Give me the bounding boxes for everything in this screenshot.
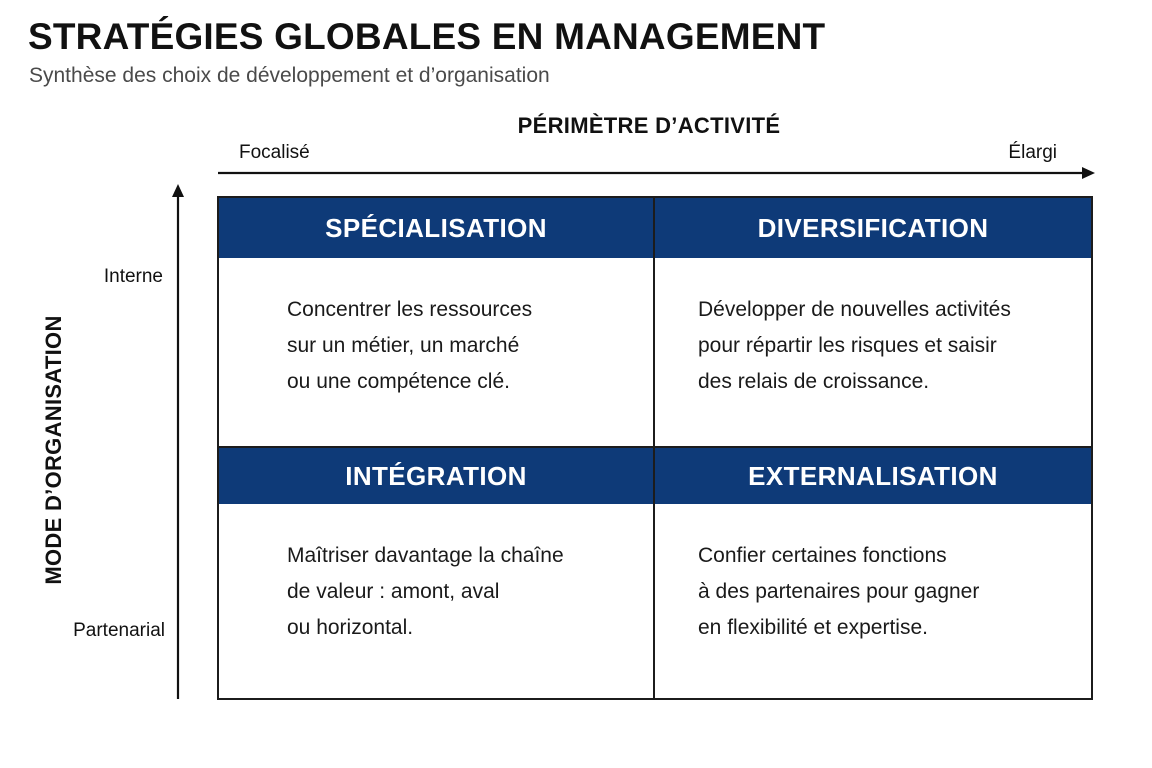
y-axis-bottom-label: Partenarial — [73, 620, 165, 641]
y-axis-title: MODE D’ORGANISATION — [41, 315, 66, 585]
quadrant-title: EXTERNALISATION — [655, 448, 1091, 504]
quadrant-externalisation — [655, 448, 1091, 698]
description-line: pour répartir les risques et saisir — [698, 334, 997, 357]
quadrant-description — [219, 258, 653, 446]
description-line: Développer de nouvelles activités — [698, 298, 1011, 321]
description-line: à des partenaires pour gagner — [698, 580, 980, 603]
quadrant-specialisation — [219, 198, 655, 448]
quadrant-title: SPÉCIALISATION — [219, 198, 653, 258]
description-line: Concentrer les ressources — [287, 298, 533, 321]
page-title: STRATÉGIES GLOBALES EN MANAGEMENT — [28, 16, 826, 57]
description-line: en flexibilité et expertise. — [698, 616, 928, 639]
quadrant-title: INTÉGRATION — [219, 448, 653, 504]
quadrant-diversification — [655, 198, 1091, 448]
quadrant-description — [655, 504, 1091, 698]
quadrant-integration — [219, 448, 655, 698]
description-line: de valeur : amont, aval — [287, 580, 500, 603]
description-line: ou horizontal. — [287, 616, 414, 639]
y-axis-arrow — [172, 184, 184, 699]
description-line: Maîtriser davantage la chaîne — [287, 544, 564, 567]
description-line: ou une compétence clé. — [287, 370, 510, 393]
x-axis-title: PÉRIMÈTRE D’ACTIVITÉ — [517, 113, 781, 138]
x-axis-left-label: Focalisé — [239, 142, 310, 163]
page-subtitle: Synthèse des choix de développement et d’organisation — [29, 64, 550, 87]
description-line: Confier certaines fonctions — [698, 544, 947, 567]
quadrant-title: DIVERSIFICATION — [655, 198, 1091, 258]
strategy-matrix — [217, 196, 1093, 700]
description-line: des relais de croissance. — [698, 370, 930, 393]
x-axis-arrow — [218, 167, 1095, 179]
description-line: sur un métier, un marché — [287, 334, 520, 357]
quadrant-description — [219, 504, 653, 698]
x-axis-right-label: Élargi — [1008, 142, 1057, 163]
y-axis-top-label: Interne — [103, 266, 163, 287]
quadrant-description — [655, 258, 1091, 446]
